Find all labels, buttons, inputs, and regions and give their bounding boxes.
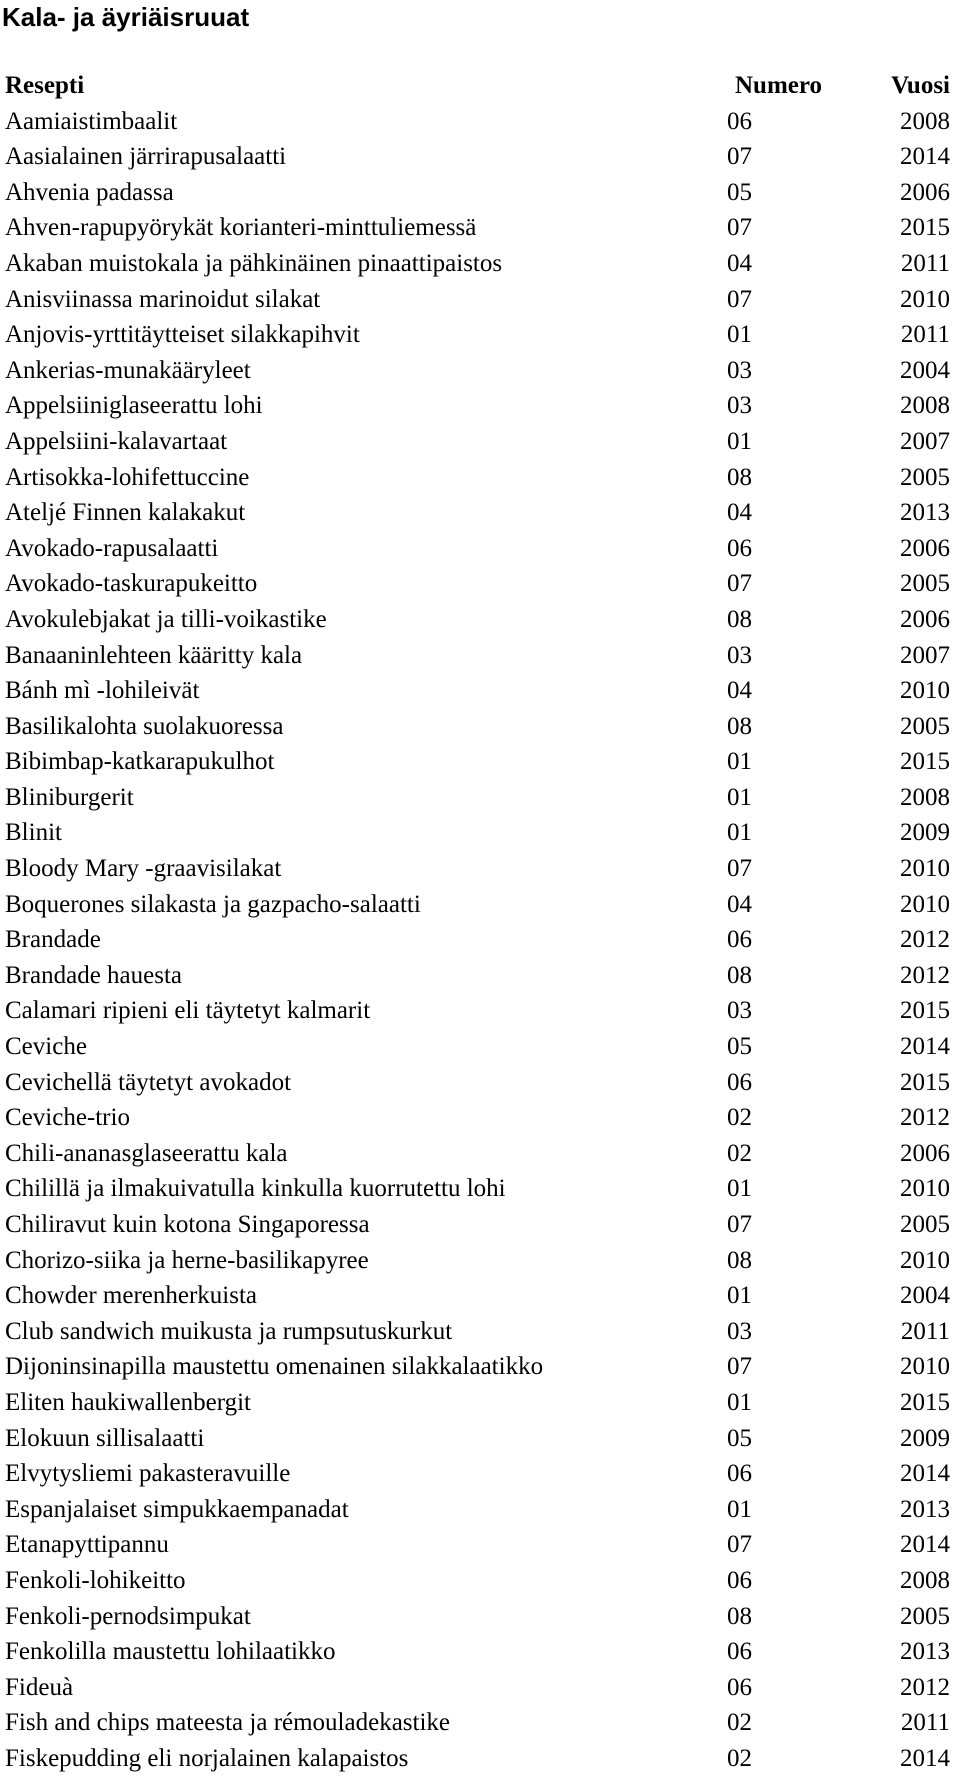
year-cell: 2014 [900,1744,950,1772]
recipe-table [0,68,960,1777]
table-row [0,1634,960,1670]
table-row [0,887,960,923]
issue-number-cell: 01 [727,1175,752,1203]
recipe-name-cell: Blinit [5,819,62,847]
table-row [0,638,960,674]
year-cell: 2005 [900,463,950,491]
recipe-name-cell: Ahven-rapupyörykät korianteri-minttuliemessä [5,214,477,242]
issue-number-cell: 03 [727,997,752,1025]
table-row [0,1029,960,1065]
recipe-name-cell: Aamiaistimbaalit [5,107,178,135]
issue-number-cell: 01 [727,321,752,349]
year-cell: 2012 [900,926,950,954]
recipe-name-cell: Cevichellä täytetyt avokadot [5,1068,292,1096]
recipe-name-cell: Fiskepudding eli norjalainen kalapaistos [5,1744,409,1772]
year-cell: 2008 [900,107,950,135]
issue-number-cell: 07 [727,143,752,171]
recipe-name-cell: Eliten haukiwallenbergit [5,1388,251,1416]
recipe-name-cell: Banaaninlehteen kääritty kala [5,641,303,669]
table-row [0,1492,960,1528]
issue-number-cell: 01 [727,1388,752,1416]
recipe-name-cell: Fideuà [5,1673,74,1701]
table-row [0,566,960,602]
recipe-name-cell: Brandade [5,926,101,954]
table-row [0,282,960,318]
table-row [0,922,960,958]
table-row [0,1456,960,1492]
issue-number-cell: 07 [727,285,752,313]
issue-number-cell: 01 [727,1495,752,1523]
table-row [0,851,960,887]
table-row [0,993,960,1029]
year-cell: 2009 [900,819,950,847]
year-cell: 2006 [900,1139,950,1167]
year-cell: 2011 [900,249,950,277]
year-cell: 2007 [900,427,950,455]
table-header-row [0,68,960,104]
table-row [0,139,960,175]
year-cell: 2005 [900,1602,950,1630]
recipe-name-cell: Anisviinassa marinoidut silakat [5,285,321,313]
year-cell: 2014 [900,143,950,171]
issue-number-cell: 06 [727,926,752,954]
recipe-name-cell: Ceviche-trio [5,1104,130,1132]
issue-number-cell: 02 [727,1709,752,1737]
table-row [0,958,960,994]
issue-number-cell: 01 [727,427,752,455]
issue-number-cell: 08 [727,605,752,633]
recipe-name-cell: Avokulebjakat ja tilli-voikastike [5,605,327,633]
recipe-name-cell: Chiliravut kuin kotona Singaporessa [5,1211,370,1238]
recipe-name-cell: Avokado-taskurapukeitto [5,570,258,598]
year-cell: 2010 [900,1175,950,1203]
table-row [0,1278,960,1314]
issue-number-cell: 07 [727,1531,752,1559]
recipe-name-cell: Fish and chips mateesta ja rémouladekastike [5,1709,451,1737]
recipe-name-cell: Ateljé Finnen kalakakut [5,499,246,527]
year-cell: 2008 [900,783,950,811]
recipe-name-cell: Calamari ripieni eli täytetyt kalmarit [5,997,371,1025]
issue-number-cell: 02 [727,1104,752,1132]
issue-number-cell: 06 [727,1638,752,1666]
recipe-name-cell: Bibimbap-katkarapukulhot [5,748,275,776]
table-row [0,1065,960,1101]
issue-number-cell: 04 [727,499,752,527]
year-cell: 2011 [900,321,950,349]
recipe-name-cell: Chilillä ja ilmakuivatulla kinkulla kuorrutettu lohi [5,1175,506,1203]
issue-number-cell: 06 [727,534,752,562]
recipe-name-cell: Aasialainen järrirapusalaatti [5,143,287,171]
table-body [0,104,960,1777]
table-row [0,815,960,851]
year-cell: 2013 [900,1638,950,1666]
recipe-name-cell: Ahvenia padassa [5,178,174,206]
issue-number-cell: 03 [727,641,752,669]
recipe-name-cell: Fenkoli-lohikeitto [5,1566,186,1594]
issue-number-cell: 03 [727,392,752,420]
table-row [0,246,960,282]
issue-number-cell: 07 [727,570,752,598]
year-cell: 2008 [900,392,950,420]
issue-number-cell: 08 [727,1246,752,1274]
table-row [0,1100,960,1136]
recipe-name-cell: Bloody Mary -graavisilakat [5,855,282,883]
recipe-name-cell: Bánh mì -lohileivät [5,677,200,705]
year-cell: 2010 [900,1353,950,1381]
table-row [0,317,960,353]
year-cell: 2006 [900,605,950,633]
issue-number-cell: 01 [727,819,752,847]
year-cell: 2006 [900,534,950,562]
year-cell: 2014 [900,1460,950,1488]
year-cell: 2009 [900,1424,950,1452]
table-row [0,495,960,531]
year-cell: 2005 [900,570,950,598]
issue-number-cell: 08 [727,712,752,740]
issue-number-cell: 01 [727,748,752,776]
table-row [0,175,960,211]
recipe-name-cell: Fenkoli-pernodsimpukat [5,1602,251,1630]
issue-number-cell: 02 [727,1744,752,1772]
issue-number-cell: 07 [727,1353,752,1381]
year-cell: 2013 [900,1495,950,1523]
year-cell: 2015 [900,1388,950,1416]
table-row [0,1207,960,1243]
issue-number-cell: 01 [727,1282,752,1310]
table-row [0,1705,960,1741]
recipe-name-cell: Fenkolilla maustettu lohilaatikko [5,1638,336,1666]
issue-number-cell: 07 [727,1211,752,1238]
issue-number-cell: 01 [727,783,752,811]
table-row [0,388,960,424]
year-cell: 2005 [900,1211,950,1238]
table-row [0,1349,960,1385]
table-row [0,210,960,246]
table-row [0,1421,960,1457]
recipe-name-cell: Elokuun sillisalaatti [5,1424,205,1452]
table-row [0,1171,960,1207]
year-cell: 2010 [900,285,950,313]
recipe-name-cell: Akaban muistokala ja pähkinäinen pinaattipaistos [5,249,503,277]
issue-number-cell: 08 [727,1602,752,1630]
column-header-recipe: Resepti [5,72,85,99]
year-cell: 2015 [900,748,950,776]
recipe-name-cell: Chili-ananasglaseerattu kala [5,1139,288,1167]
year-cell: 2015 [900,1068,950,1096]
issue-number-cell: 07 [727,214,752,242]
issue-number-cell: 06 [727,1566,752,1594]
table-row [0,424,960,460]
recipe-name-cell: Appelsiini-kalavartaat [5,427,228,455]
table-row [0,353,960,389]
table-row [0,673,960,709]
year-cell: 2012 [900,1104,950,1132]
year-cell: 2006 [900,178,950,206]
recipe-name-cell: Etanapyttipannu [5,1531,169,1559]
recipe-name-cell: Chowder merenherkuista [5,1282,258,1310]
table-row [0,1527,960,1563]
table-row [0,780,960,816]
year-cell: 2011 [900,1709,950,1737]
issue-number-cell: 08 [727,961,752,989]
recipe-name-cell: Bliniburgerit [5,783,134,811]
year-cell: 2010 [900,1246,950,1274]
table-row [0,104,960,140]
table-row [0,1741,960,1777]
table-row [0,1136,960,1172]
table-row [0,602,960,638]
year-cell: 2008 [900,1566,950,1594]
issue-number-cell: 06 [727,1673,752,1701]
year-cell: 2014 [900,1531,950,1559]
year-cell: 2010 [900,890,950,918]
table-row [0,460,960,496]
issue-number-cell: 04 [727,249,752,277]
recipe-name-cell: Chorizo-siika ja herne-basilikapyree [5,1246,369,1274]
recipe-name-cell: Boquerones silakasta ja gazpacho-salaatti [5,890,421,918]
table-row [0,709,960,745]
year-cell: 2004 [900,356,950,384]
year-cell: 2004 [900,1282,950,1310]
issue-number-cell: 05 [727,1033,752,1061]
table-row [0,1599,960,1635]
table-row [0,531,960,567]
year-cell: 2005 [900,712,950,740]
recipe-name-cell: Anjovis-yrttitäytteiset silakkapihvit [5,321,360,349]
issue-number-cell: 03 [727,356,752,384]
table-row [0,1563,960,1599]
issue-number-cell: 04 [727,677,752,705]
year-cell: 2011 [900,1317,950,1345]
year-cell: 2013 [900,499,950,527]
year-cell: 2015 [900,997,950,1025]
issue-number-cell: 03 [727,1317,752,1345]
page-title: Kala- ja äyriäisruuat [2,2,250,32]
year-cell: 2010 [900,855,950,883]
recipe-name-cell: Espanjalaiset simpukkaempanadat [5,1495,349,1523]
recipe-name-cell: Club sandwich muikusta ja rumpsutuskurkut [5,1317,453,1345]
issue-number-cell: 08 [727,463,752,491]
issue-number-cell: 02 [727,1139,752,1167]
recipe-name-cell: Elvytysliemi pakasteravuille [5,1460,291,1488]
column-header-number: Numero [735,72,823,99]
column-header-year: Vuosi [891,72,950,99]
year-cell: 2015 [900,214,950,242]
issue-number-cell: 06 [727,1068,752,1096]
table-row [0,1670,960,1706]
recipe-name-cell: Ankerias-munakääryleet [5,356,251,384]
year-cell: 2007 [900,641,950,669]
year-cell: 2012 [900,961,950,989]
recipe-name-cell: Avokado-rapusalaatti [5,534,219,562]
issue-number-cell: 06 [727,107,752,135]
table-row [0,744,960,780]
recipe-name-cell: Appelsiiniglaseerattu lohi [5,392,263,420]
table-row [0,1385,960,1421]
table-row [0,1243,960,1279]
year-cell: 2010 [900,677,950,705]
year-cell: 2014 [900,1033,950,1061]
issue-number-cell: 07 [727,855,752,883]
recipe-name-cell: Basilikalohta suolakuoressa [5,712,284,740]
recipe-name-cell: Dijoninsinapilla maustettu omenainen silakkalaatikko [5,1353,544,1381]
issue-number-cell: 06 [727,1460,752,1488]
issue-number-cell: 04 [727,890,752,918]
recipe-name-cell: Brandade hauesta [5,961,183,989]
issue-number-cell: 05 [727,178,752,206]
recipe-name-cell: Ceviche [5,1033,87,1061]
issue-number-cell: 05 [727,1424,752,1452]
year-cell: 2012 [900,1673,950,1701]
recipe-name-cell: Artisokka-lohifettuccine [5,463,250,491]
table-row [0,1314,960,1350]
